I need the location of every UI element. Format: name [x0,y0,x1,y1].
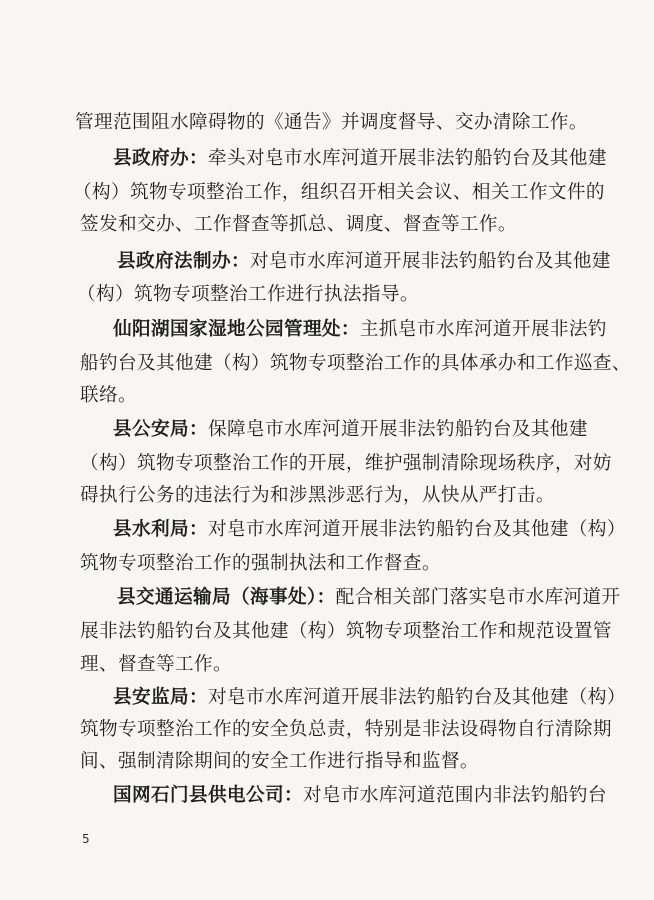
line-lead: 县交通运输局（海事处）： [117,587,336,608]
line-text: 对皂市水库河道开展非法钓船钓台及其他建（构） [207,519,626,540]
line-lead: 国网石门县供电公司： [113,785,303,806]
line-lead: 县水利局： [113,519,208,540]
body-line [80,452,654,476]
body-line [113,318,654,342]
line-text: 管理范围阻水障碍物的《通告》并调度督导、交办清除工作。 [75,112,588,133]
line-text: 签发和交办、工作督查等抓总、调度、督查等工作。 [80,214,517,235]
line-lead: 仙阳湖国家湿地公园管理处： [113,319,360,340]
body-line [113,147,654,171]
line-text: 对皂市水库河道范围内非法钓船钓台 [302,785,607,806]
body-line [80,620,654,644]
body-line [80,352,654,376]
body-line [113,418,654,442]
body-line [113,686,654,710]
line-text: 筑物专项整治工作的安全负总责，特别是非法设碍物自行清除期 [80,719,612,740]
body-line [117,586,654,610]
line-text: 筑物专项整治工作的强制执法和工作督查。 [80,553,441,574]
body-line [75,111,654,135]
line-lead: 县政府办： [113,148,208,169]
line-text: 配合相关部门落实皂市水库河道开 [335,587,621,608]
line-text: 碍执行公务的违法行为和涉黑涉恶行为，从快从严打击。 [80,485,555,506]
body-line [80,653,654,677]
body-line [80,750,654,774]
line-lead: 县公安局： [113,419,208,440]
line-lead: 县安监局： [113,687,208,708]
line-text: （构）筑物专项整治工作的开展，维护强制清除现场秩序，对妨 [80,453,612,474]
line-text: 理、督查等工作。 [80,654,232,675]
body-line [80,484,654,508]
body-line [80,213,654,237]
line-text: 联络。 [80,385,137,406]
body-line [80,384,654,408]
line-text: 间、强制清除期间的安全工作进行指导和监督。 [80,751,479,772]
line-text: 保障皂市水库河道开展非法钓船钓台及其他建 [207,419,588,440]
body-line [113,784,654,808]
page-number: 5 [82,832,90,846]
body-line [80,552,654,576]
line-lead: 县政府法制办： [117,251,250,272]
line-text: 展非法钓船钓台及其他建（构）筑物专项整治工作和规范设置管 [80,621,612,642]
line-text: 牵头对皂市水库河道开展非法钓船钓台及其他建 [207,148,607,169]
body-line [73,181,654,205]
line-text: 对皂市水库河道开展非法钓船钓台及其他建 [249,251,611,272]
line-text: 船钓台及其他建（构）筑物专项整治工作的具体承办和工作巡查、 [80,353,631,374]
line-text: （构）筑物专项整治工作，组织召开相关会议、相关工作文件的 [73,182,605,203]
body-line [77,283,654,307]
body-line [117,250,654,274]
line-text: 主抓皂市水库河道开展非法钓 [359,319,607,340]
line-text: 对皂市水库河道开展非法钓船钓台及其他建（构） [207,687,626,708]
body-line [113,518,654,542]
line-text: （构）筑物专项整治工作进行执法指导。 [77,284,419,305]
body-line [80,718,654,742]
